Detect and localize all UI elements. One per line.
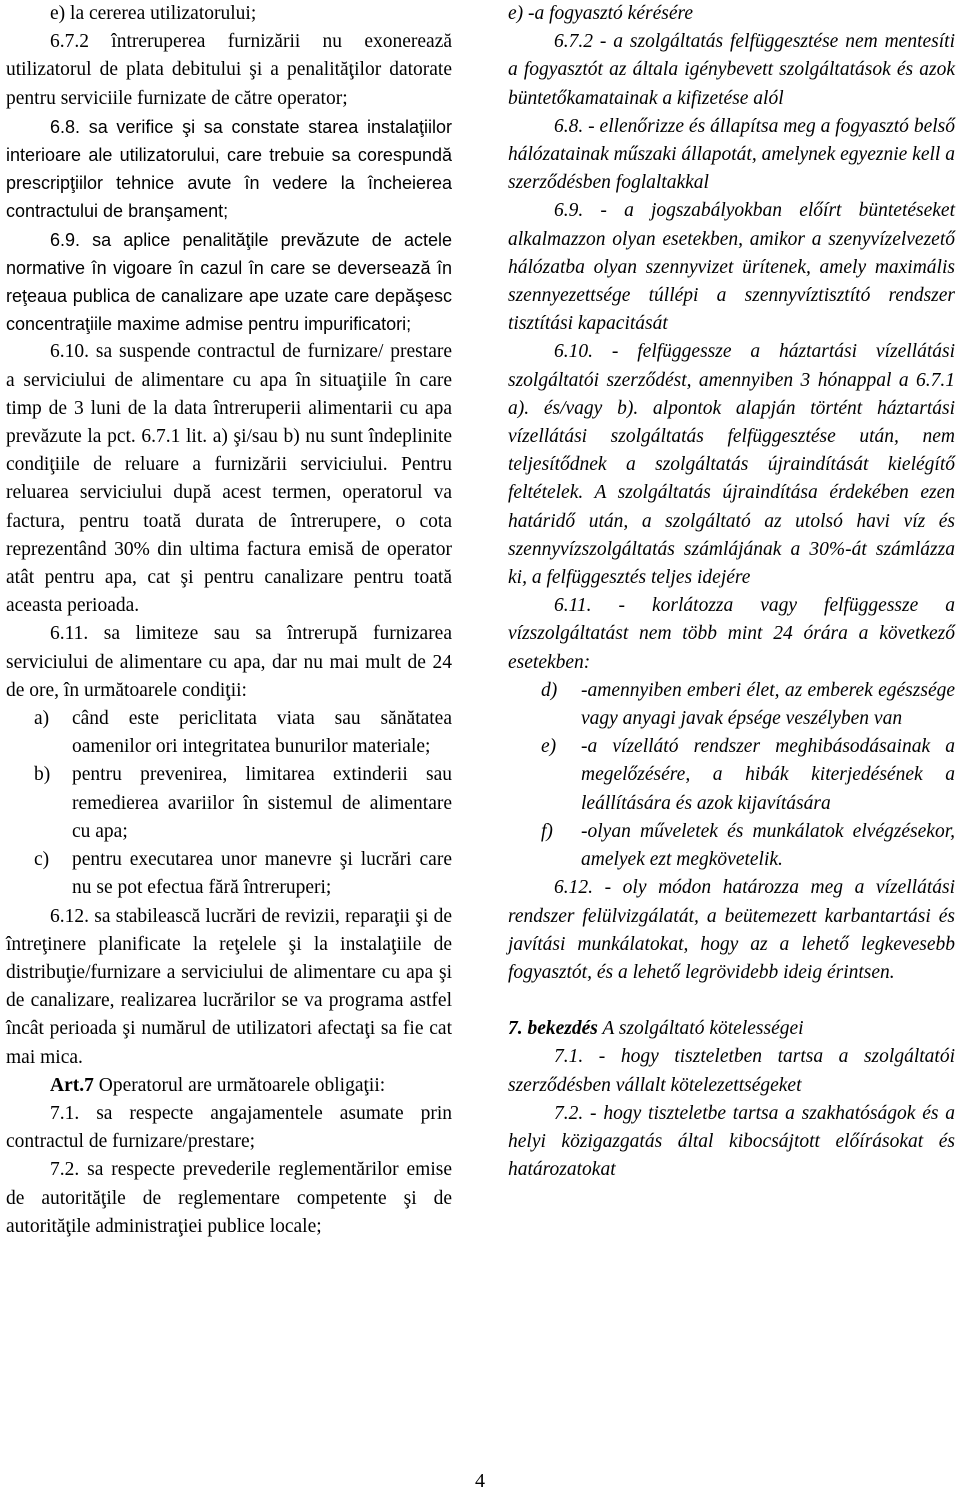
spacer	[508, 987, 955, 1015]
section-title: A szolgáltató kötelességei	[597, 1018, 804, 1040]
list-item-text: -olyan műveletek és munkálatok elvégzésekor, amelyek ezt megkövetelik.	[581, 820, 955, 871]
list-item	[508, 818, 955, 874]
paragraph-part: 6.10. sa suspende contractul de furnizare/ prestare a serviciului de alimentare cu apa în situaţiile în care timp de 3 luni de la data întreruperii alimentarii cu apa prevăzute la pct. 6.7.1 lit. a) şi/sau b) nu sunt îndeplinite condiţiile de reluare a furnizării serviciului.	[6, 341, 452, 476]
list-item-label: c)	[34, 849, 50, 871]
list-item-label: d)	[541, 679, 558, 701]
list-item-label: e)	[541, 736, 557, 758]
paragraph: 7.2. - hogy tiszteletbe tartsa a szakhatóságok és a helyi közigazgatás által kibocsájtott előírásokat és határozatokat	[508, 1102, 955, 1181]
paragraph: 6.11. - korlátozza vagy felfüggessze a vízszolgáltatást nem több mint 24 órára a következő esetekben:	[508, 595, 955, 673]
paragraph: 7.1. - hogy tiszteletben tartsa a szolgáltatói szerződésben vállalt kötelezettségeket	[508, 1046, 955, 1096]
right-column-hungarian	[508, 0, 955, 1184]
page-number: 4	[475, 1470, 485, 1492]
paragraph: 6.12. - oly módon határozza meg a vízellátási rendszer felülvizgálatát, a beütemezett karbantartási és javítási munkálatokat, hogy az a lehető legkevesebb fogyasztót, és a lehető legrövidebb ideig érintsen.	[508, 877, 955, 983]
list-item-text: pentru prevenirea, limitarea extinderii sau remedierea avariilor în sistemul de alimentare cu apa;	[72, 764, 452, 842]
article-number: Art.7	[50, 1074, 94, 1096]
list-item	[6, 761, 452, 846]
paragraph: 6.12. sa stabilească lucrări de revizii, reparaţii şi de întreţinere planificate la reţelele şi la instalaţiile de distribuţie/furnizare a serviciului de alimentare cu apa şi de canalizare, realizarea lucrărilor se va programa astfel încât perioada şi numărul de utilizatori afectaţi sa fie cat mai mica.	[6, 905, 452, 1068]
section-number: 7. bekezdés	[508, 1018, 598, 1040]
paragraph: 6.7.2 - a szolgáltatás felfüggesztése nem mentesíti a fogyasztót az általa igénybevett szolgáltatások és azok büntetőkamatainak a kifizetése alól	[508, 31, 955, 109]
list-item-text: când este periclitata viata sau sănătatea oamenilor ori integritatea bunurilor materiale;	[72, 708, 452, 758]
article-title: Operatorul are următoarele obligaţii:	[93, 1074, 386, 1096]
paragraph: 6.9. - a jogszabályokban előírt büntetéseket alkalmazzon olyan esetekben, amikor a szenyvízelvezető hálózatba olyan szennyvizet ürítenek, amely maximális szennyezettsége túllépi a szennyvíztisztító rendszer tisztítási kapacitását	[508, 200, 955, 335]
section-heading	[508, 1015, 955, 1043]
paragraph: 7.1. sa respecte angajamentele asumate prin contractul de furnizare/prestare;	[6, 1102, 452, 1153]
list-item-label: b)	[34, 764, 51, 786]
paragraph-part: Pentru reluarea serviciului după acest termen, operatorul va factura, pentru toată durata de întrerupere, o cota reprezentând 30% din ultima factura emisă de operator atât pentru apa, cat şi pentru canalizare pentru toată aceasta perioada.	[6, 454, 453, 617]
list-item	[6, 705, 452, 761]
list-item-text: -amennyiben emberi élet, az emberek egészsége vagy anyagi javak épsége veszélyben van	[581, 679, 955, 730]
paragraph: 6.8. - ellenőrizze és állapítsa meg a fogyasztó belső hálózatainak műszaki állapotát, amelynek egyeznie kell a szerződésben foglaltakkal	[508, 115, 955, 194]
paragraph: 6.8. sa verifice şi sa constate starea instalaţiilor interioare ale utilizatorului, care trebuie sa corespundă prescripţiilor tehnice avute în vedere la încheierea contractului de branşament;	[6, 116, 452, 222]
paragraph: 7.2. sa respecte prevederile reglementărilor emise de autorităţile de reglementare competente şi de autorităţile administraţiei publice locale;	[6, 1159, 452, 1237]
list-item-label: f)	[541, 820, 553, 842]
list-item-label: a)	[34, 708, 50, 730]
list-item	[6, 846, 452, 902]
paragraph: e) la cererea utilizatorului;	[50, 3, 257, 24]
paragraph: e) -a fogyasztó kérésére	[508, 3, 694, 24]
list-item	[508, 677, 955, 733]
paragraph: 6.11. sa limiteze sau sa întrerupă furnizarea serviciului de alimentare cu apa, dar nu mai mult de 24 de ore, în următoarele condiţii:	[6, 623, 452, 701]
paragraph: 6.9. sa aplice penalităţile prevăzute de actele normative în vigoare în cazul în care se deversează în reţeaua publica de canalizare ape uzate care depăşesc concentraţiile maxime admise pentru impurificatori;	[6, 229, 452, 335]
paragraph: 6.10. - felfüggessze a háztartási vízellátási szolgáltatói szerződést, amennyiben 3 hónappal a 6.7.1 a). és/vagy b). alpontok alapján történt háztartási vízellátási szolgáltatás felfüggesztése után, nem teljesítődnek a szolgáltatás újraindítását kielégítő feltételek. A szolgáltatás újraindítása érdekében ezen határidő után, a szolgáltató az utolsó havi víz és szennyvízszolgáltatás számlájának a 30%-át számlázza ki, a felfüggesztés teljes idejére	[508, 341, 955, 589]
left-column-romanian	[6, 0, 452, 1241]
list-item-text: pentru executarea unor manevre şi lucrări care nu se pot efectua fără întreruperi;	[72, 849, 452, 899]
list-item-text: -a vízellátó rendszer meghibásodásainak a megelőzésére, a hibák kiterjedésének a leállítására és azok kijavítására	[581, 736, 955, 814]
list-item	[508, 733, 955, 818]
paragraph: 6.7.2 întreruperea furnizării nu exonerează utilizatorul de plata debitului şi a penalităţilor datorate pentru serviciile furnizate de către operator;	[6, 31, 452, 109]
paragraph	[6, 338, 452, 620]
article-heading	[6, 1072, 452, 1100]
